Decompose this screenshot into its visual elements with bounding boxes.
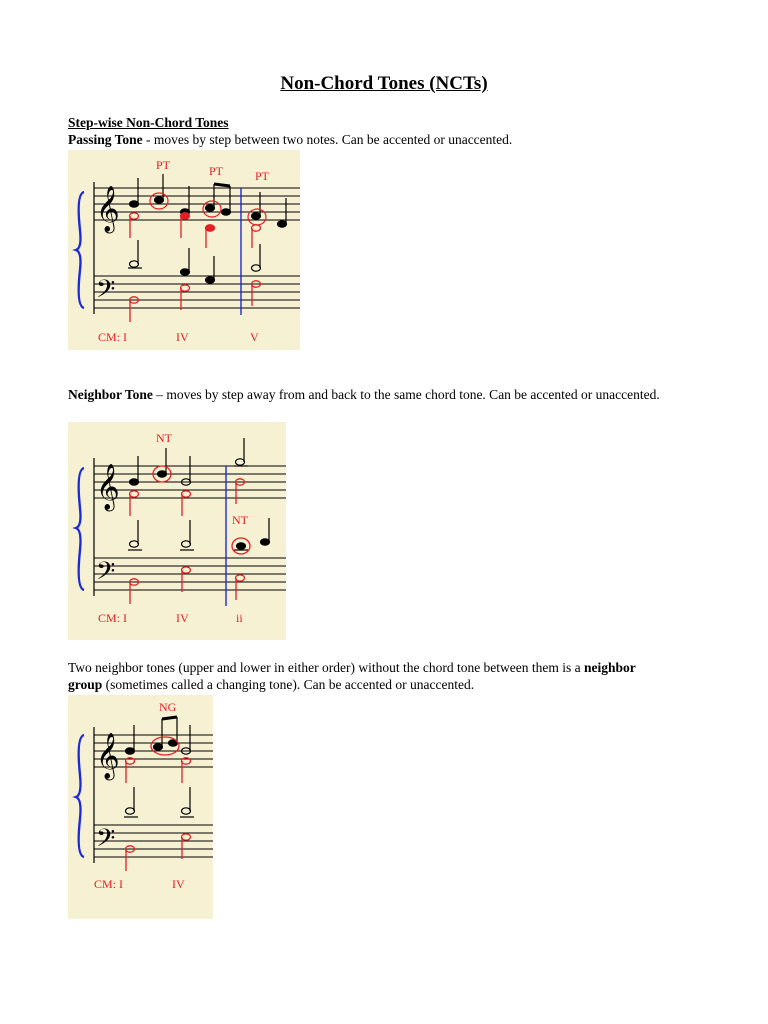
nct-label-nt-1: NT bbox=[156, 431, 172, 445]
roman-numeral-1: CM: I bbox=[98, 611, 128, 625]
system-brace bbox=[76, 192, 84, 308]
neighbor-group-term: neighbor group bbox=[68, 660, 636, 692]
neighbor-group-example bbox=[68, 695, 213, 919]
neighbor-group-paragraph bbox=[68, 659, 668, 693]
system-brace bbox=[76, 735, 84, 857]
roman-numeral-2: IV bbox=[176, 611, 189, 625]
neighbor-group-text-after: (sometimes called a changing tone). Can be accented or unaccented. bbox=[102, 677, 475, 692]
bass-clef-icon: 𝄢 bbox=[96, 557, 116, 592]
roman-numeral-1: CM: I bbox=[94, 877, 124, 891]
passing-tone-description: - moves by step between two notes. Can be accented or unaccented. bbox=[142, 132, 513, 147]
nct-label-pt-3: PT bbox=[255, 169, 270, 183]
nct-label-nt-2: NT bbox=[232, 513, 248, 527]
roman-numeral-3: V bbox=[250, 330, 259, 344]
passing-tone-example bbox=[68, 150, 300, 350]
neighbor-tone-paragraph bbox=[68, 386, 668, 403]
roman-numeral-2: IV bbox=[172, 877, 185, 891]
passing-tone-term: Passing Tone bbox=[68, 132, 143, 147]
system-brace bbox=[76, 468, 84, 590]
page-title: Non-Chord Tones (NCTs) bbox=[280, 73, 488, 94]
roman-numeral-1: CM: I bbox=[98, 330, 128, 344]
bass-clef-icon: 𝄢 bbox=[96, 275, 116, 310]
treble-clef-icon: 𝄞 bbox=[96, 464, 120, 510]
treble-clef-icon: 𝄞 bbox=[96, 733, 120, 779]
neighbor-tone-example bbox=[68, 422, 286, 640]
neighbor-group-text-before: Two neighbor tones (upper and lower in either order) without the chord tone between them is a bbox=[68, 660, 585, 675]
bass-clef-icon: 𝄢 bbox=[96, 824, 116, 859]
neighbor-tone-description: – moves by step away from and back to the same chord tone. Can be accented or unaccented. bbox=[152, 387, 660, 402]
roman-numeral-3: ii bbox=[236, 611, 243, 625]
nct-label-pt-1: PT bbox=[156, 158, 171, 172]
section-heading: Step-wise Non-Chord Tones bbox=[68, 115, 229, 130]
treble-clef-icon: 𝄞 bbox=[96, 186, 120, 232]
passing-tone-paragraph bbox=[68, 131, 512, 148]
nct-label-pt-2: PT bbox=[209, 164, 224, 178]
neighbor-tone-term: Neighbor Tone bbox=[68, 387, 153, 402]
roman-numeral-2: IV bbox=[176, 330, 189, 344]
nct-label-ng: NG bbox=[159, 700, 177, 714]
